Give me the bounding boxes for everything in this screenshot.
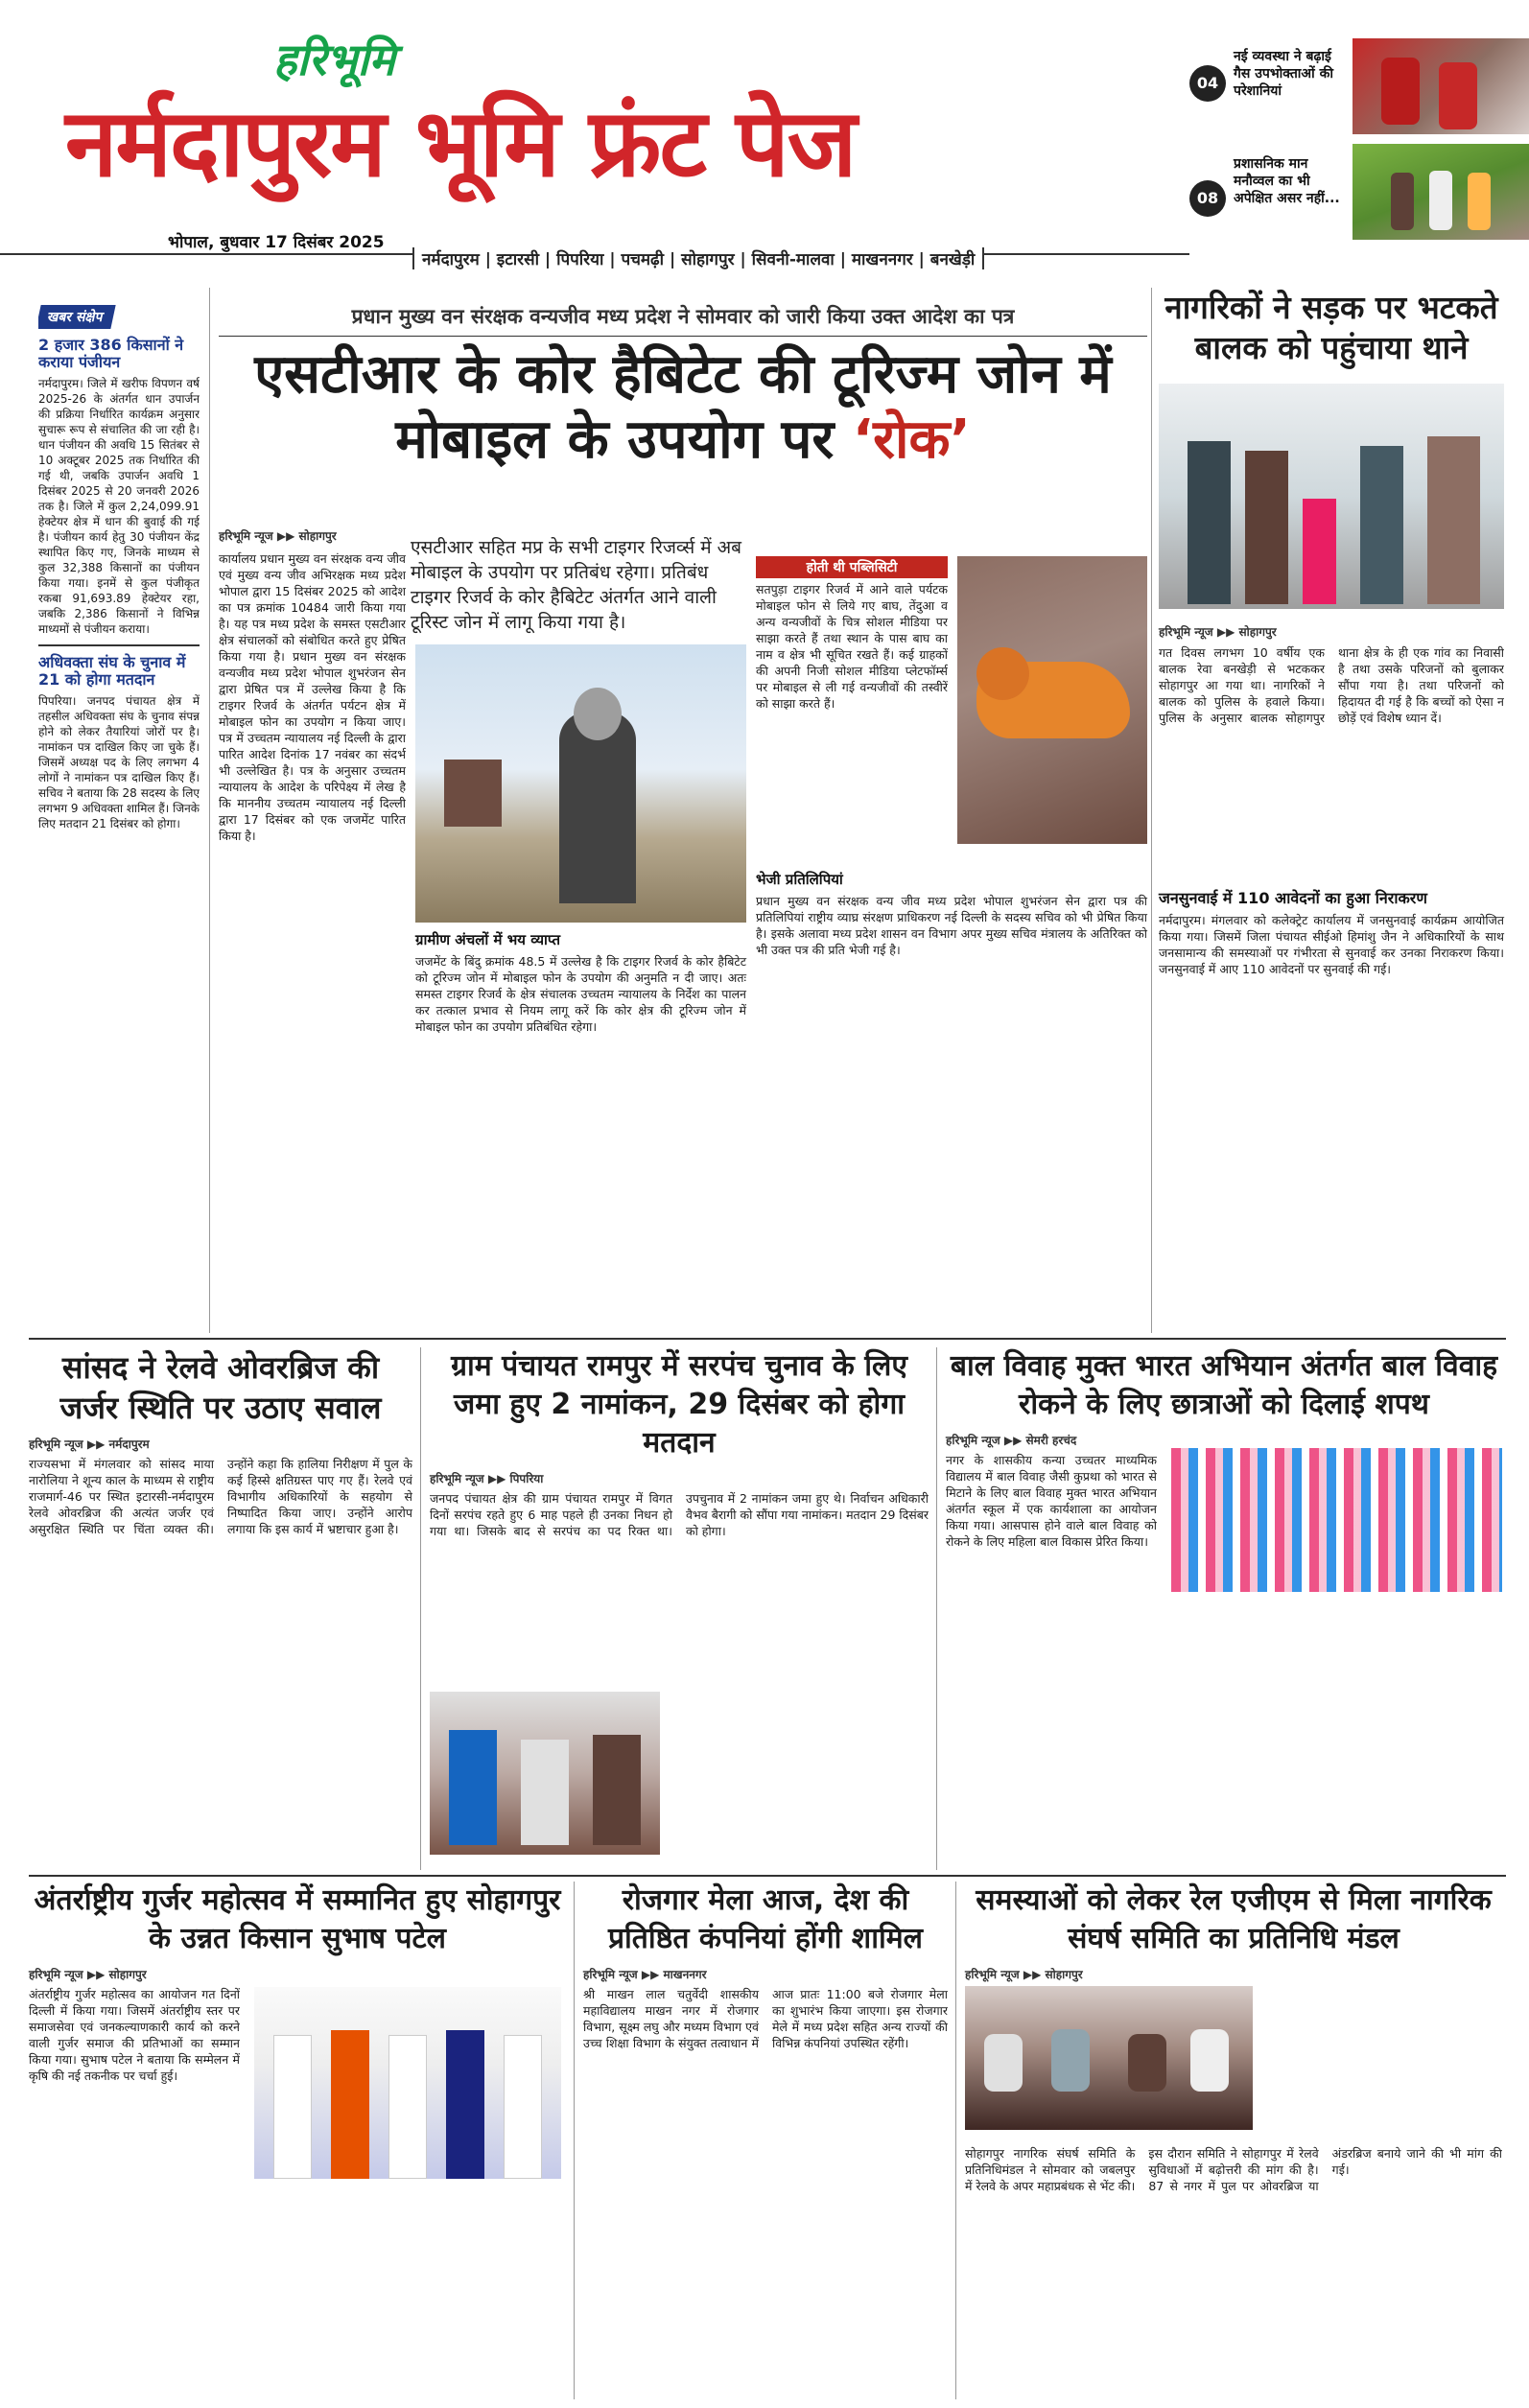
story-headline: सांसद ने रेलवे ओवरब्रिज की जर्जर स्थिति पर उठाए सवाल	[59, 1349, 382, 1426]
brief-headline: 2 हजार 386 किसानों ने कराया पंजीयन	[38, 336, 184, 372]
story-byline: हरिभूमि न्यूज ▶▶ पिपरिया	[430, 1472, 544, 1485]
students-photo	[1171, 1448, 1502, 1592]
story-byline: हरिभूमि न्यूज ▶▶ सोहागपुर	[1159, 625, 1277, 639]
lead-headline-text: एसटीआर के कोर हैबिटेट की टूरिज्म जोन में मोबाइल के उपयोग पर	[254, 343, 1112, 471]
tiger-photo	[957, 556, 1147, 844]
row2-story-1	[29, 1347, 412, 1870]
brand-logo: हरिभूमि	[273, 34, 395, 85]
teaser-photo	[1353, 38, 1529, 134]
story-byline: हरिभूमि न्यूज ▶▶ सोहागपुर	[965, 1968, 1083, 1981]
story-byline: हरिभूमि न्यूज ▶▶ नर्मदापुरम	[29, 1438, 150, 1451]
story-headline: नागरिकों ने सड़क पर भटकते बालक को पहुंचाया थाने	[1164, 289, 1498, 366]
city-list: नर्मदापुरम | इटारसी | पिपरिया | पचमढ़ी | सोहागपुर | सिवनी-मालवा | माखननगर | बनखेड़ी	[422, 250, 976, 269]
row3-story-3	[965, 1882, 1502, 2399]
lead-byline: हरिभूमि न्यूज ▶▶ सोहागपुर	[219, 529, 337, 543]
teaser-photo	[1353, 144, 1529, 240]
lead-photo-officer	[415, 644, 746, 923]
jansunwai-subhead: जनसुनवाई में 110 आवेदनों का हुआ निराकरण	[1159, 889, 1427, 907]
brief-headline: अधिवक्ता संघ के चुनाव में 21 को होगा मतदान	[38, 652, 186, 690]
brief-body: पिपरिया। जनपद पंचायत क्षेत्र में तहसील अधिवक्ता संघ के चुनाव संपन्न होने को लेकर तैयारियां जोरों पर है। नामांकन पत्र दाखिल किए जा चुके हैं। जिसमें अध्यक्ष पद के लिए लगभग 4 लोगों ने नामांकन पत्र दाखिल किए हैं। सचिव ने बताया कि 28 सदस्य के लिए लगभग 9 अधिवक्ता शामिल हैं। जिनके लिए मतदान 21 दिसंबर को होगा।	[38, 693, 200, 830]
copies-box	[756, 870, 1147, 1086]
story-byline: हरिभूमि न्यूज ▶▶ माखननगर	[583, 1968, 707, 1981]
nomination-photo	[430, 1692, 660, 1855]
row2-story-2	[430, 1347, 929, 1870]
story-headline: अंतर्राष्ट्रीय गुर्जर महोत्सव में सम्मानित हुए सोहागपुर के उन्नत किसान सुभाष पटेल	[34, 1883, 561, 1955]
lead-headline-tag: ‘रोक’	[852, 409, 971, 471]
dateline: भोपाल, बुधवार 17 दिसंबर 2025	[168, 233, 385, 252]
teaser[interactable]	[1189, 38, 1529, 134]
agm-meeting-photo	[965, 1986, 1253, 2130]
story-headline: ग्राम पंचायत रामपुर में सरपंच चुनाव के लिए जमा हुए 2 नामांकन, 29 दिसंबर को होगा मतदान	[451, 1349, 907, 1460]
copies-body: प्रधान मुख्य वन संरक्षक वन्य जीव मध्य प्रदेश भोपाल शुभरंजन सेन द्वारा पत्र की प्रतिलिपियां राष्ट्रीय व्याघ्र संरक्षण प्राधिकरण नई दिल्ली के सदस्य सचिव को भी प्रेषित किया है। इसके अलावा मध्य प्रदेश शासन वन विभाग अपर मुख्य सचिव मंत्रालय के अतिरिक्त को भी उक्त पत्र की प्रति भेजी गई है।	[756, 894, 1147, 957]
right-top-story	[1159, 288, 1504, 1333]
sidebar-briefs	[38, 305, 200, 1333]
gurjar-photo	[254, 1987, 561, 2179]
city-strip	[412, 247, 984, 269]
copies-subhead: भेजी प्रतिलिपियां	[756, 871, 843, 888]
lead-body: कार्यालय प्रधान मुख्य वन संरक्षक वन्य जीव एवं मुख्य वन्य जीव अभिरक्षक मध्य प्रदेश भोपाल द्वारा 15 दिसंबर 2025 को आदेश का पत्र क्रमांक 10484 जारी किया गया है। यह पत्र मध्य प्रदेश के समस्त एसटीआर क्षेत्र संचालकों को संबोधित करते हुए प्रेषित किया गया है। प्रधान मुख्य वन संरक्षक वन्यजीव मध्य प्रदेश भोपाल शुभरंजन सेन द्वारा प्रेषित पत्र में उल्लेख किया है कि टाइगर रिजर्व के अंतर्गत पर्यटन क्षेत्र में मोबाइल फोन का उपयोग न किया जाए। पत्र में उच्चतम न्यायालय नई दिल्ली के द्वारा पारित आदेश दिनांक 17 नवंबर का संदर्भ भी उल्लेखित है। पत्र के अनुसार उच्चतम न्यायालय के आदेश के परिपेक्ष्य में लेख है कि माननीय उच्चतम न्यायालय नई दिल्ली द्वारा 17 दिसंबर को एक जजमेंट पारित किया है।	[219, 551, 406, 843]
page-title: नर्मदापुरम भूमि फ्रंट पेज	[65, 89, 856, 199]
publicity-body: सतपुड़ा टाइगर रिजर्व में आने वाले पर्यटक मोबाइल फोन से लिये गए बाघ, तेंदुआ व अन्य वन्यजीवों के चित्र सोशल मीडिया पर साझा करते हैं तथा स्थान के पास बाघ का नाम व क्षेत्र भी सूचित रखते हैं। कई ग्राहकों की अपनी निजी सोशल मीडिया प्लेटफॉर्म्स पर मोबाइल से ली गई वन्यजीवों की तस्वीरें को साझा करते हैं।	[756, 582, 948, 711]
story-body: श्री माखन लाल चतुर्वेदी शासकीय महाविद्यालय माखन नगर में रोजगार विभाग, सूक्ष्म लघु और मध्यम विभाग एवं उच्च शिक्षा विभाग के संयुक्त तत्वाधान में आज प्रातः 11:00 बजे रोजगार मेला का शुभारंभ किया जाएगा। इस रोजगार मेले में मध्य प्रदेश सहित अन्य राज्यों की विभिन्न कंपनियां उपस्थित रहेंगी।	[583, 1987, 948, 2050]
rural-box	[415, 930, 746, 1084]
story-body: राज्यसभा में मंगलवार को सांसद माया नारोलिया ने शून्य काल के माध्यम से राष्ट्रीय राजमार्ग-46 पर स्थित इटारसी-नर्मदापुरम रेलवे ओवरब्रिज की अत्यंत जर्जर एवं असुरक्षित स्थिति पर चिंता व्यक्त की। उन्होंने कहा कि हालिया निरीक्षण में पुल के कई हिस्से क्षतिग्रस्त पाए गए हैं। रेलवे एवं विभागीय अधिकारियों के सहयोग से निष्पादित किया जाए। उन्होंने आरोप लगाया कि इस कार्य में भ्रष्टाचार हुआ है।	[29, 1457, 412, 1536]
row3-story-2	[583, 1882, 948, 2399]
lead-highlight: एसटीआर सहित मप्र के सभी टाइगर रिजर्व्स में अब मोबाइल के उपयोग पर प्रतिबंध रहेगा। प्रतिबंध टाइगर रिजर्व के कोर हैबिटेट अंतर्गत आने वाली टूरिस्ट जोन में लागू किया गया है।	[411, 537, 741, 633]
story-body: अंतर्राष्ट्रीय गुर्जर महोत्सव का आयोजन गत दिनों दिल्ली में किया गया। जिसमें अंतर्राष्ट्रीय स्तर पर समाजसेवा एवं जनकल्याणकारी कार्य को करने वाली गुर्जर समाज की प्रतिभाओं का सम्मान किया गया। सुभाष पटेल ने बताया कि सम्मेलन में कृषि की नई तकनीक पर चर्चा हुई।	[29, 1987, 240, 2083]
lead-kicker: प्रधान मुख्य वन संरक्षक वन्यजीव मध्य प्रदेश ने सोमवार को जारी किया उक्त आदेश का पत्र	[351, 305, 1015, 328]
story-body: गत दिवस लगभग 10 वर्षीय एक बालक रेवा बनखेड़ी से भटककर सोहागपुर आ गया था। नागरिकों ने बालक को पुलिस के हवाले किया। पुलिस के अनुसार बालक सोहागपुर थाना क्षेत्र के ही एक गांव का निवासी है तथा उसके परिजनों को बुलाकर सौंपा गया है। तथा परिजनों को हिदायत दी गई है कि बच्चों को ऐसा न छोड़ें एवं विशेष ध्यान दें।	[1159, 645, 1504, 725]
teaser-text: प्रशासनिक मान मनौव्वल का भी अपेक्षित असर नहीं...	[1234, 156, 1340, 206]
teaser-page-number: 04	[1189, 65, 1226, 102]
story-byline: हरिभूमि न्यूज ▶▶ सेमरी हरचंद	[946, 1434, 1077, 1447]
jansunwai-block	[1159, 887, 1504, 977]
row2-story-3	[946, 1347, 1502, 1870]
story-byline: हरिभूमि न्यूज ▶▶ सोहागपुर	[29, 1968, 147, 1981]
brief-body: नर्मदापुरम। जिले में खरीफ विपणन वर्ष 2025-26 के अंतर्गत धान उपार्जन की प्रक्रिया निर्धारित कार्यक्रम अनुसार सुचारू रूप से संचालित की जा रही है। धान पंजीयन की अवधि 15 सितंबर से 10 अक्टूबर 2025 तक निर्धारित की गई थी, जबकि उपार्जन अवधि 1 दिसंबर 2025 से 20 जनवरी 2026 तक है। जिले में कुल 2,24,099.91 हेक्टेयर क्षेत्र में धान की बुवाई की गई है। पंजीयन कार्य हेतु 30 पंजीयन केंद्र स्थापित किए गए, जिनके माध्यम से कुल 32,388 किसानों का पंजीयन किया गया। इनमें से कुल पंजीकृत रकबा 91,693.89 हेक्टेयर रहा, जबकि 2,386 किसानों ने विभिन्न माध्यमों से पंजीयन कराया।	[38, 376, 200, 636]
story-body: जनपद पंचायत क्षेत्र की ग्राम पंचायत रामपुर में विगत दिनों सरपंच रहते हुए 6 माह पहले ही उनका निधन हो गया था। जिसके बाद से सरपंच का पद रिक्त था। उपचुनाव में 2 नामांकन जमा हुए थे। निर्वाचन अधिकारी वैभव बैरागी को सौंपा गया नामांकन। मतदान 29 दिसंबर को होगा।	[430, 1491, 929, 1538]
teaser[interactable]	[1189, 144, 1529, 240]
lead-story	[219, 299, 1147, 1333]
briefs-label: खबर संक्षेप	[38, 305, 115, 329]
story-headline: रोजगार मेला आज, देश की प्रतिष्ठित कंपनियां होंगी शामिल	[607, 1883, 924, 1955]
masthead	[0, 0, 1529, 269]
story-body: सोहागपुर नागरिक संघर्ष समिति के प्रतिनिधिमंडल ने सोमवार को जबलपुर में रेलवे के अपर महाप्रबंधक से भेंट की। इस दौरान समिति ने सोहागपुर में रेलवे सुविधाओं में बढ़ोत्तरी की मांग की है। 87 से नगर में पुल पर ओवरब्रिज या अंडरब्रिज बनाये जाने की भी मांग की गई।	[965, 2146, 1502, 2193]
teaser-text: नई व्यवस्था ने बढ़ाई गैस उपभोक्ताओं की परेशानियां	[1234, 49, 1333, 99]
story-headline: बाल विवाह मुक्त भारत अभियान अंतर्गत बाल विवाह रोकने के लिए छात्राओं को दिलाई शपथ	[950, 1349, 1498, 1421]
lead-headline	[219, 342, 1147, 473]
police-photo	[1159, 384, 1504, 609]
rural-subhead: ग्रामीण अंचलों में भय व्याप्त	[415, 931, 561, 948]
publicity-caption: होती थी पब्लिसिटी	[756, 556, 948, 578]
story-headline: समस्याओं को लेकर रेल एजीएम से मिला नागरिक संघर्ष समिति का प्रतिनिधि मंडल	[976, 1883, 1492, 1955]
rural-body: जजमेंट के बिंदु क्रमांक 48.5 में उल्लेख है कि टाइगर रिजर्व के कोर हैबिटेट को टूरिज्म जोन में मोबाइल फोन के उपयोग की अनुमति न दी जाए। अतः समस्त टाइगर रिजर्व के क्षेत्र संचालक उच्चतम न्यायालय के निर्देश का पालन कर तत्काल प्रभाव से नियम लागू करें कि कोर क्षेत्र की टूरिज्म जोन में मोबाइल फोन का उपयोग प्रतिबंधित रहेगा।	[415, 954, 746, 1034]
story-body: नगर के शासकीय कन्या उच्चतर माध्यमिक विद्यालय में बाल विवाह जैसी कुप्रथा को भारत से मिटाने के लिए बाल विवाह मुक्त भारत अभियान अंतर्गत स्कूल में एक कार्यशाला का आयोजन किया गया। आसपास होने वाले बाल विवाह को रोकने के लिए महिला बाल विकास प्रेरित किया।	[946, 1453, 1157, 1549]
row3-story-1	[29, 1882, 566, 2399]
teaser-page-number: 08	[1189, 180, 1226, 217]
jansunwai-body: नर्मदापुरम। मंगलवार को कलेक्ट्रेट कार्यालय में जनसुनवाई कार्यक्रम आयोजित किया गया। जिसमें जिला पंचायत सीईओ हिमांशु जैन ने अधिकारियों के साथ जनसामान्य की समस्याओं पर गंभीरता से सुनवाई कर उनका निराकरण किया। जनसुनवाई में आए 110 आवेदनों पर सुनवाई की गई।	[1159, 913, 1504, 976]
